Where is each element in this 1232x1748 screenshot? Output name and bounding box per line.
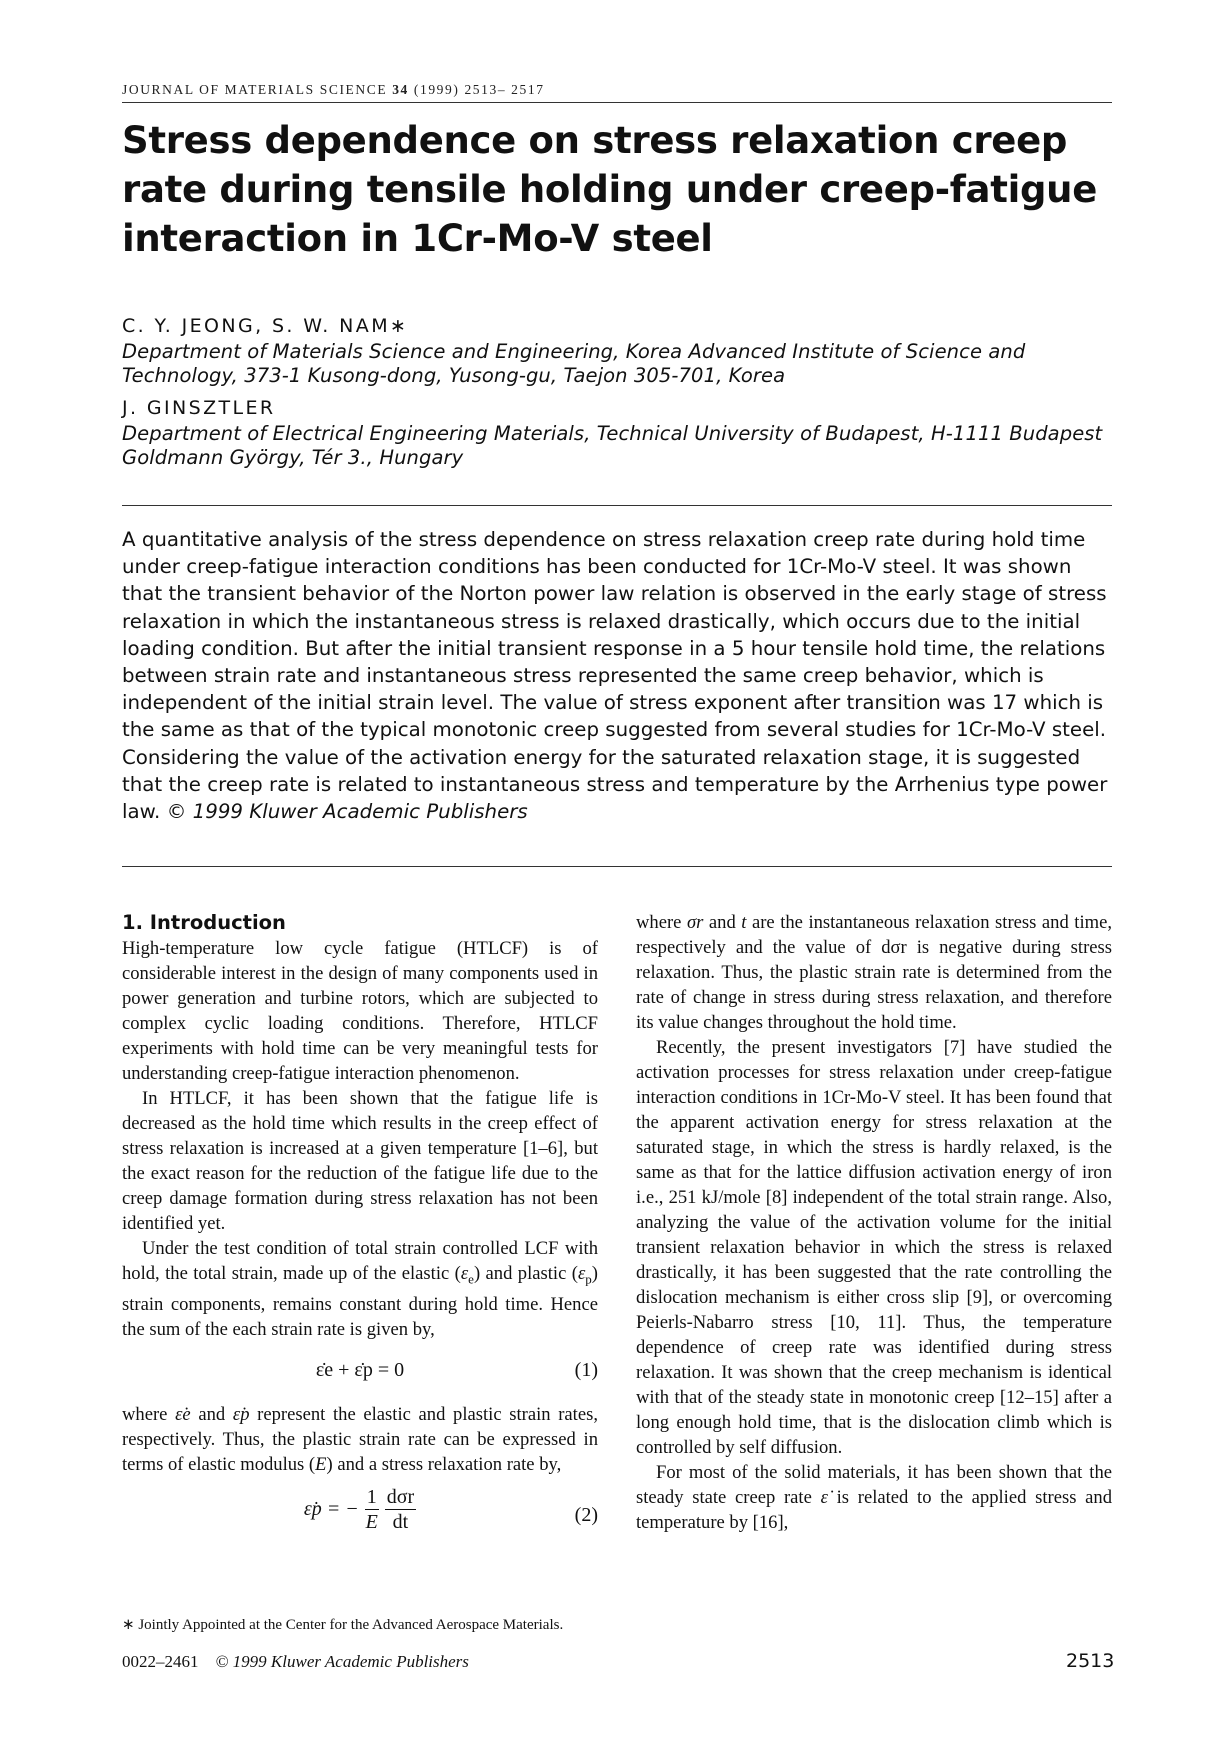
- affiliation-1: Department of Materials Science and Engineering, Korea Advanced Institute of Science and Technology, 373-1 Kusong-dong, Yusong-gu, Taejon 305-701, Korea: [122, 340, 1026, 387]
- journal-volume: 34: [392, 82, 409, 97]
- paragraph: In HTLCF, it has been shown that the fatigue life is decreased as the hold time which results in the creep effect of stress relaxation is increased at a given temperature [1–6], but the exact reason for the reduction of the fatigue life due to the creep damage formation during stress relaxation has not been identified yet.: [122, 1088, 598, 1234]
- paragraph: Under the test condition of total strain controlled LCF with hold, the total strain, made up of the elastic $(\varepsilon_e)$ and plastic $(\varepsilon_p)$ strain components, remains constant during hold time. Hence the sum of the each strain rate is given by,: [122, 1238, 598, 1340]
- authors-block: [122, 312, 1122, 470]
- paragraph: where σr and t are the instantaneous relaxation stress and time, respectively and the value of dσr is negative during stress relaxation. Thus, the plastic strain rate is determined from the rate of change in stress during stress relaxation, and therefore its value changes throughout the hold time.: [636, 912, 1113, 1033]
- author-names-1: C. Y. JEONG, S. W. NAM∗: [122, 315, 409, 337]
- section-title: 1. Introduction: [122, 911, 286, 934]
- column-left: [122, 910, 598, 1559]
- abstract-copyright: © 1999 Kluwer Academic Publishers: [166, 800, 528, 824]
- footnote: ∗ Jointly Appointed at the Center for the Advanced Aerospace Materials.: [122, 1617, 564, 1633]
- equation-1-body: ε̇e + ε̇p = 0: [315, 1358, 405, 1381]
- equation-2: [122, 1485, 598, 1547]
- footer-left: [122, 1652, 469, 1672]
- footer-copyright: © 1999 Kluwer Academic Publishers: [215, 1652, 469, 1671]
- journal-name: JOURNAL OF MATERIALS SCIENCE: [122, 82, 388, 97]
- abstract-text: A quantitative analysis of the stress dependence on stress relaxation creep rate during hold time under creep-fatigue interaction conditions has been conducted for 1Cr-Mo-V steel. It was shown that the transient behavior of the Norton power law relation is observed in the early stage of stress relaxation in which the instantaneous stress is relaxed drastically, which occurs due to the initial loading condition. But after the initial transient response in a 5 hour tensile hold time, the relations between strain rate and instantaneous stress represented the same creep behavior, which is independent of the initial strain level. The value of stress exponent after transition was 17 which is the same as that of the typical monotonic creep suggested from several studies for 1Cr-Mo-V steel. Considering the value of the activation energy for the saturated relaxation stage, it is suggested that the creep rate is related to instantaneous stress and temperature by the Arrhenius type power law.: [122, 528, 1108, 824]
- divider-bottom: [122, 866, 1112, 867]
- paragraph: For most of the solid materials, it has been shown that the steady state creep rate ε̇ is related to the applied stress and temperature by [16],: [636, 1462, 1113, 1533]
- journal-header: [122, 82, 1112, 103]
- divider-top: [122, 505, 1112, 506]
- issn: 0022–2461: [122, 1652, 199, 1671]
- abstract: [122, 526, 1114, 825]
- column-right: [636, 910, 1112, 1535]
- equation-1-number: (1): [574, 1358, 598, 1381]
- equation-2-number: (2): [574, 1503, 598, 1526]
- equation-2-body: ε̇p = − $\frac{1}{E}$ $\frac{\text{dσr}}{dt}$: [303, 1485, 415, 1534]
- paragraph: High-temperature low cycle fatigue (HTLCF) is of considerable interest in the design of many components used in power generation and turbine rotors, which are subjected to complex cyclic loading conditions. Therefore, HTLCF experiments with hold time can be very meaningful tests for understanding creep-fatigue interaction phenomenon.: [122, 938, 598, 1084]
- paper-title: Stress dependence on stress relaxation creep rate during tensile holding under creep-fatigue interaction in 1Cr-Mo-V steel: [122, 119, 1098, 260]
- paragraph: where ε̇e and ε̇p represent the elastic and plastic strain rates, respectively. Thus, the plastic strain rate can be expressed in terms of elastic modulus (E) and a stress relaxation rate by,: [122, 1403, 598, 1475]
- affiliation-2: Department of Electrical Engineering Materials, Technical University of Budapest, H-1111 Budapest Goldmann György, Tér 3., Hungary: [122, 422, 1103, 469]
- page-number: 2513: [1066, 1650, 1115, 1672]
- journal-year-pages: (1999) 2513– 2517: [413, 82, 545, 97]
- equation-1: [122, 1350, 598, 1390]
- paragraph: Recently, the present investigators [7] have studied the activation processes for stress relaxation under creep-fatigue interaction conditions in 1Cr-Mo-V steel. It has been found that the apparent activation energy for stress relaxation at the saturated stage, in which the stress is hardly relaxed, is the same as that for the lattice diffusion activation energy of iron i.e., 251 kJ/mole [8] independent of the total strain range. Also, analyzing the value of the activation volume for the initial transient relaxation behavior in which the stress is relaxed drastically, it has been suggested that the rate controlling the dislocation mechanism is either cross slip [9], or overcoming Peierls-Nabarro stress [10, 11]. Thus, the temperature dependence of creep rate was identified during stress relaxation. It was shown that the creep mechanism is identical with that of the steady state in monotonic creep [12–15] after a long enough hold time, that is the dislocation climb which is controlled by self diffusion.: [636, 1037, 1112, 1458]
- author-names-2: J. GINSZTLER: [122, 397, 276, 419]
